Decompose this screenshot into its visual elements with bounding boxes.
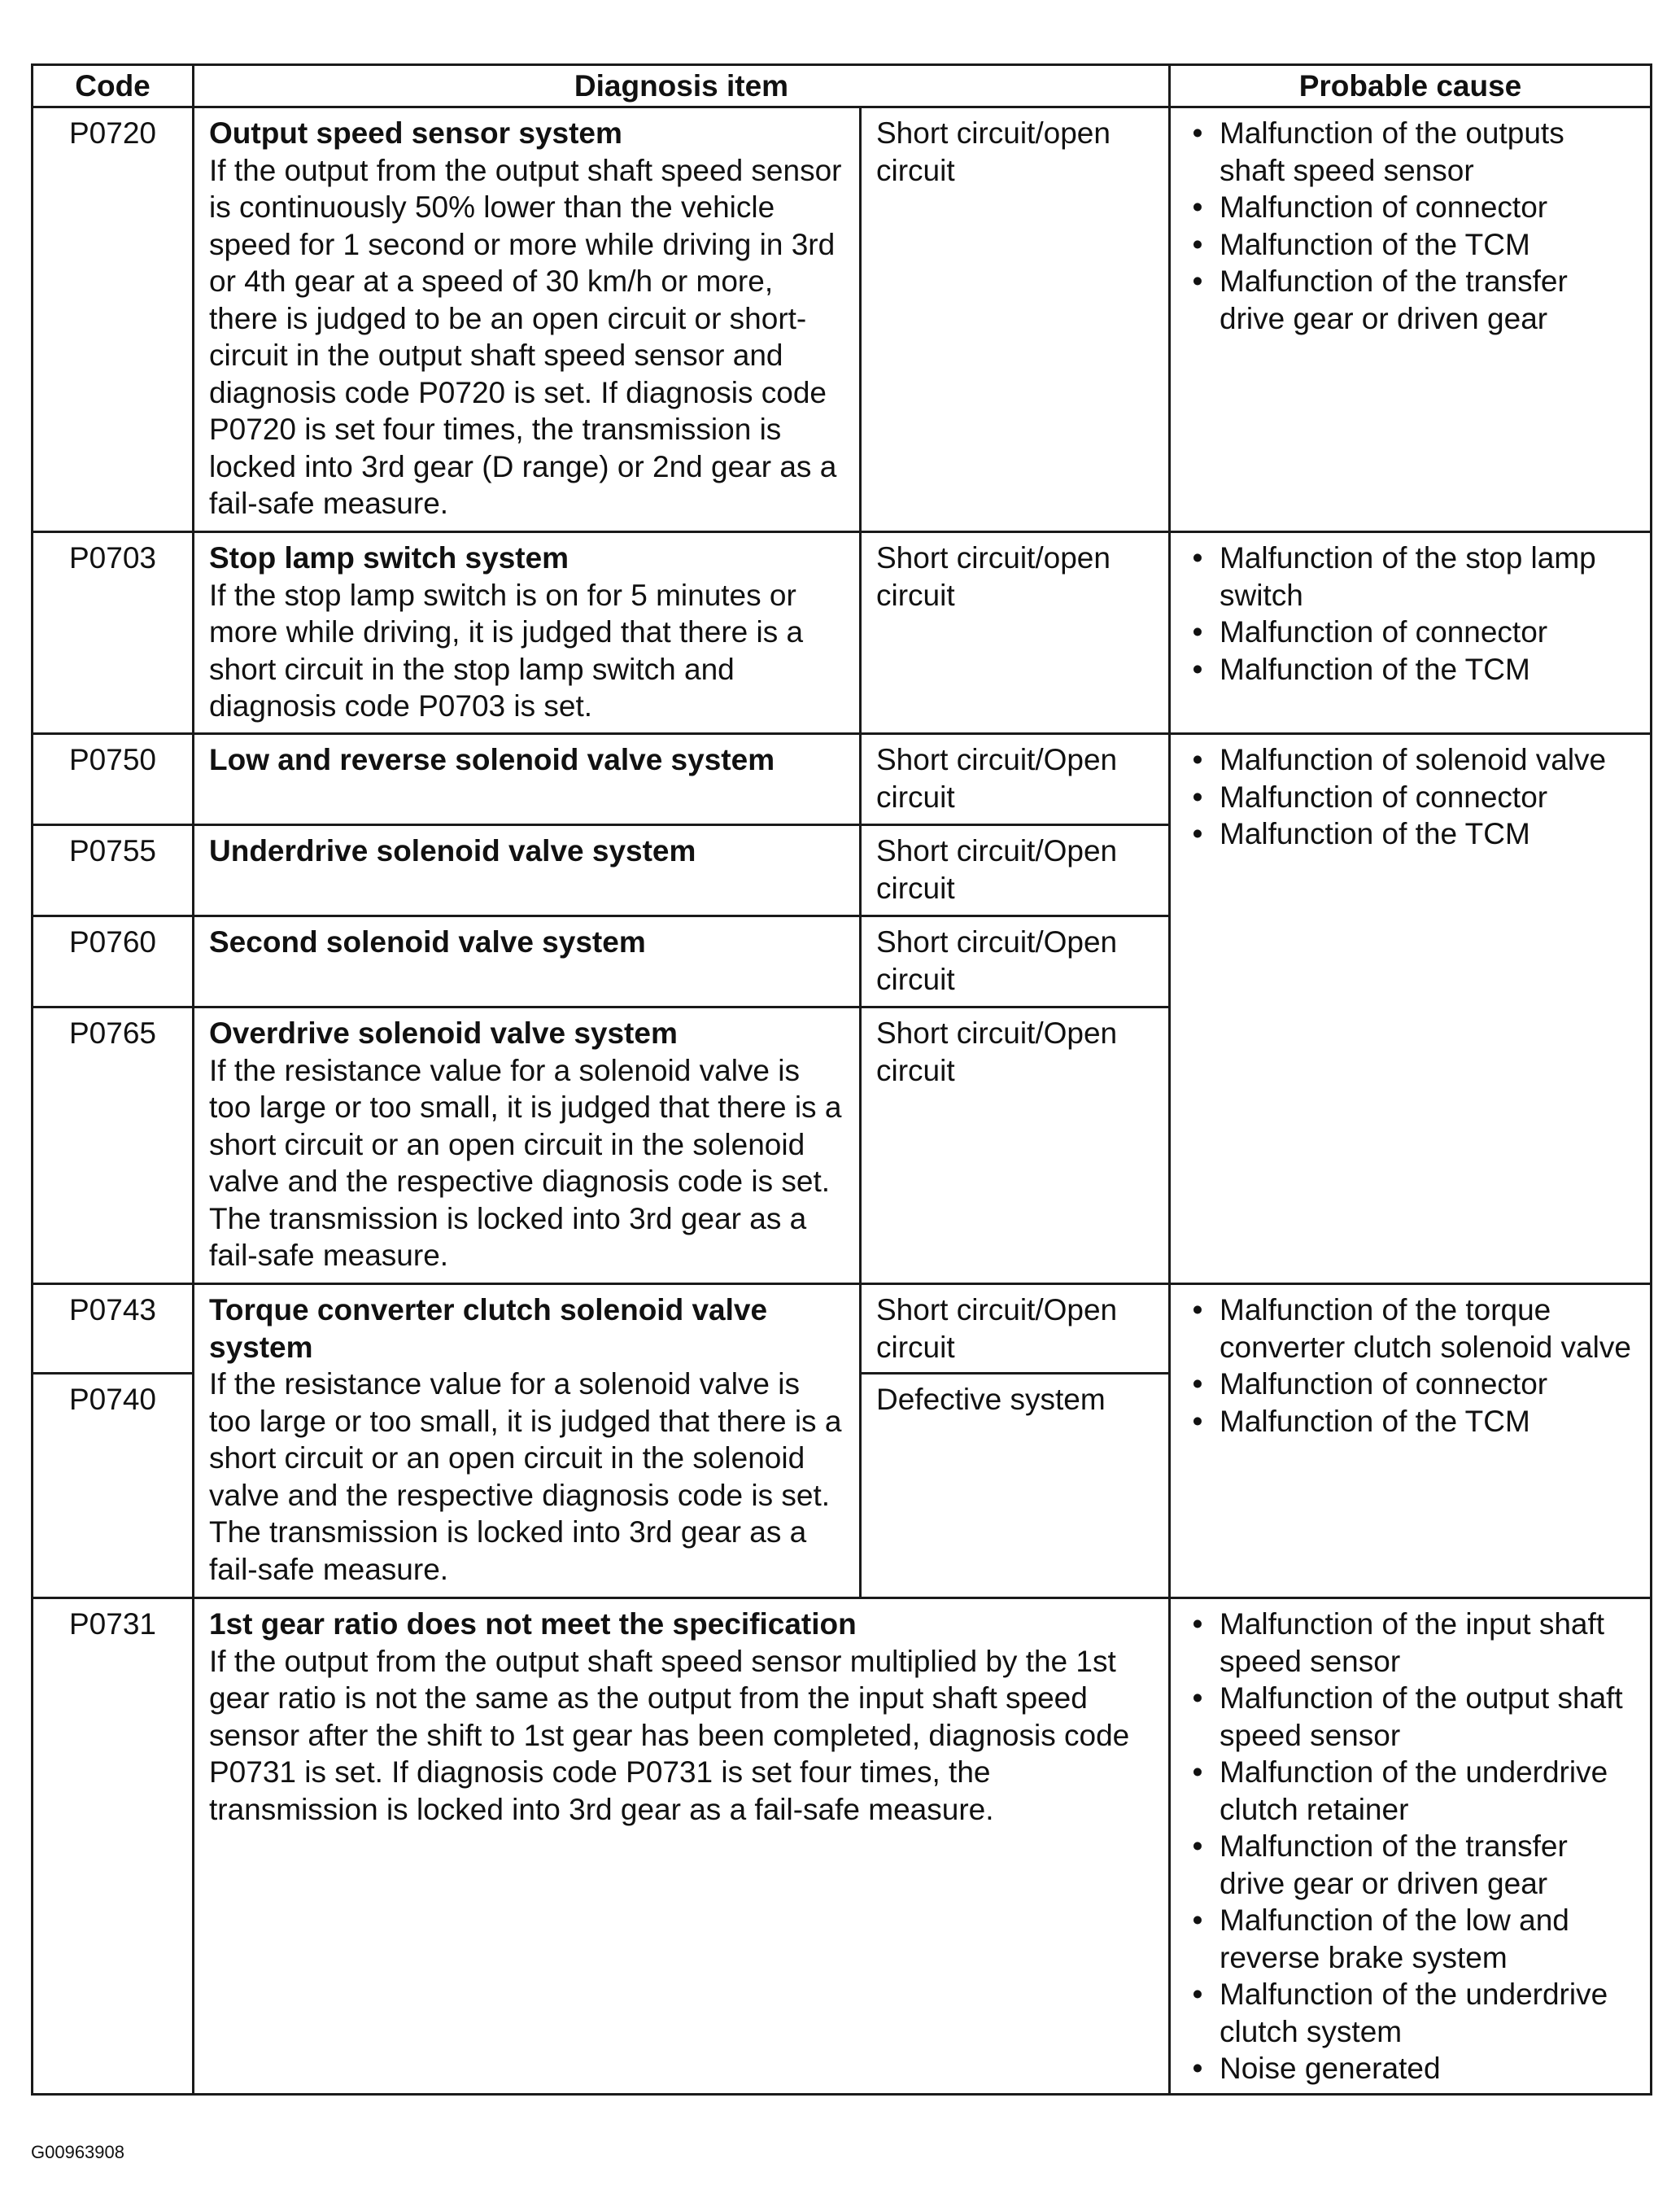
code-cell: P0765 <box>33 1007 194 1284</box>
diagnosis-cell <box>194 107 861 532</box>
condition-cell: Short circuit/Open circuit <box>861 916 1170 1007</box>
table-row <box>33 1598 1652 2095</box>
cause-cell <box>1170 1598 1652 2095</box>
diagnosis-title: Low and reverse solenoid valve system <box>209 743 775 776</box>
cause-item: • Malfunction of the underdrive clutch retainer <box>1220 1754 1635 1828</box>
code-cell: P0720 <box>33 107 194 532</box>
code-cell: P0731 <box>33 1598 194 2095</box>
diagnosis-title: Stop lamp switch system <box>209 541 569 575</box>
condition-cell: Short circuit/open circuit <box>861 532 1170 734</box>
cause-item: • Malfunction of the underdrive clutch system <box>1220 1976 1635 2050</box>
cause-item: • Malfunction of connector <box>1220 189 1635 226</box>
table-row <box>33 107 1652 532</box>
figure-id: G00963908 <box>31 2142 124 2162</box>
condition-cell: Short circuit/Open circuit <box>861 1284 1170 1374</box>
diagnosis-cell <box>194 734 861 825</box>
diagnosis-description: If the output from the output shaft speed sensor multiplied by the 1st gear ratio is not the same as the output from the input shaft speed sensor after the shift to 1st gear has been completed, diagnosis code P0731 is set. If diagnosis code P0731 is set four times, the transmission is locked into 3rd gear as a fail-safe measure. <box>209 1644 1130 1826</box>
cause-item: • Malfunction of the torque converter clutch solenoid valve <box>1220 1291 1635 1366</box>
diagnosis-title: Torque converter clutch solenoid valve system <box>209 1293 768 1364</box>
cause-item: • Noise generated <box>1220 2050 1635 2087</box>
diagnosis-title: 1st gear ratio does not meet the specification <box>209 1607 857 1641</box>
diagnosis-description: If the stop lamp switch is on for 5 minutes or more while driving, it is judged that there is a short circuit in the stop lamp switch and diagnosis code P0703 is set. <box>209 578 804 723</box>
condition-cell: Short circuit/Open circuit <box>861 825 1170 916</box>
cause-item: • Malfunction of the TCM <box>1220 226 1635 264</box>
diagnosis-title: Second solenoid valve system <box>209 925 646 959</box>
cause-item: • Malfunction of connector <box>1220 779 1635 816</box>
cause-item: • Malfunction of connector <box>1220 1366 1635 1403</box>
diagnosis-cell <box>194 1007 861 1284</box>
table-row <box>33 1284 1652 1374</box>
code-cell: P0703 <box>33 532 194 734</box>
diagnosis-title: Underdrive solenoid valve system <box>209 834 696 868</box>
cause-item: • Malfunction of the TCM <box>1220 815 1635 853</box>
diagnosis-cell <box>194 1598 1170 2095</box>
header-diagnosis-item: Diagnosis item <box>194 65 1170 107</box>
cause-cell <box>1170 532 1652 734</box>
cause-item: • Malfunction of the TCM <box>1220 1403 1635 1440</box>
header-code: Code <box>33 65 194 107</box>
condition-cell: Short circuit/Open circuit <box>861 1007 1170 1284</box>
cause-item: • Malfunction of the low and reverse brake system <box>1220 1902 1635 1976</box>
condition-cell: Short circuit/Open circuit <box>861 734 1170 825</box>
table-row <box>33 532 1652 734</box>
cause-item: • Malfunction of the outputs shaft speed sensor <box>1220 115 1635 189</box>
code-cell: P0755 <box>33 825 194 916</box>
code-cell: P0740 <box>33 1374 194 1598</box>
cause-item: • Malfunction of connector <box>1220 614 1635 651</box>
diagnosis-title: Overdrive solenoid valve system <box>209 1016 678 1050</box>
cause-item: • Malfunction of the transfer drive gear or driven gear <box>1220 263 1635 337</box>
table-header-row <box>33 65 1652 107</box>
diagnosis-cell <box>194 916 861 1007</box>
diagnosis-description: If the resistance value for a solenoid valve is too large or too small, it is judged that there is a short circuit or an open circuit in the solenoid valve and the respective diagnosis code is set. The transmission is locked into 3rd gear as a fail-safe measure. <box>209 1367 842 1586</box>
code-cell: P0760 <box>33 916 194 1007</box>
cause-item: • Malfunction of the transfer drive gear or driven gear <box>1220 1828 1635 1902</box>
diagnosis-description: If the resistance value for a solenoid valve is too large or too small, it is judged that there is a short circuit or an open circuit in the solenoid valve and the respective diagnosis code is set. The transmission is locked into 3rd gear as a fail-safe measure. <box>209 1053 842 1272</box>
diagnosis-table <box>31 63 1652 2096</box>
condition-cell: Defective system <box>861 1374 1170 1598</box>
cause-list <box>1185 741 1635 853</box>
diagnosis-description: If the output from the output shaft speed sensor is continuously 50% lower than the vehicle speed for 1 second or more while driving in 3rd or 4th gear at a speed of 30 km/h or more, there is judged to be an open circuit or short-circuit in the output shaft speed sensor and diagnosis code P0720 is set. If diagnosis code P0720 is set four times, the transmission is locked into 3rd gear (D range) or 2nd gear as a fail-safe measure. <box>209 153 842 520</box>
cause-cell <box>1170 1284 1652 1598</box>
diagnosis-cell <box>194 1284 861 1598</box>
cause-item: • Malfunction of the output shaft speed sensor <box>1220 1680 1635 1754</box>
condition-cell: Short circuit/open circuit <box>861 107 1170 532</box>
cause-item: • Malfunction of solenoid valve <box>1220 741 1635 779</box>
cause-item: • Malfunction of the input shaft speed sensor <box>1220 1606 1635 1680</box>
diagnosis-cell <box>194 825 861 916</box>
code-cell: P0743 <box>33 1284 194 1374</box>
cause-item: • Malfunction of the TCM <box>1220 651 1635 688</box>
cause-list <box>1185 540 1635 688</box>
cause-item: • Malfunction of the stop lamp switch <box>1220 540 1635 614</box>
cause-list <box>1185 115 1635 337</box>
header-probable-cause: Probable cause <box>1170 65 1652 107</box>
cause-list <box>1185 1291 1635 1440</box>
cause-cell <box>1170 107 1652 532</box>
cause-list <box>1185 1606 1635 2087</box>
diagnosis-title: Output speed sensor system <box>209 116 622 150</box>
table-row <box>33 734 1652 825</box>
diagnosis-cell <box>194 532 861 734</box>
code-cell: P0750 <box>33 734 194 825</box>
cause-cell <box>1170 734 1652 1284</box>
